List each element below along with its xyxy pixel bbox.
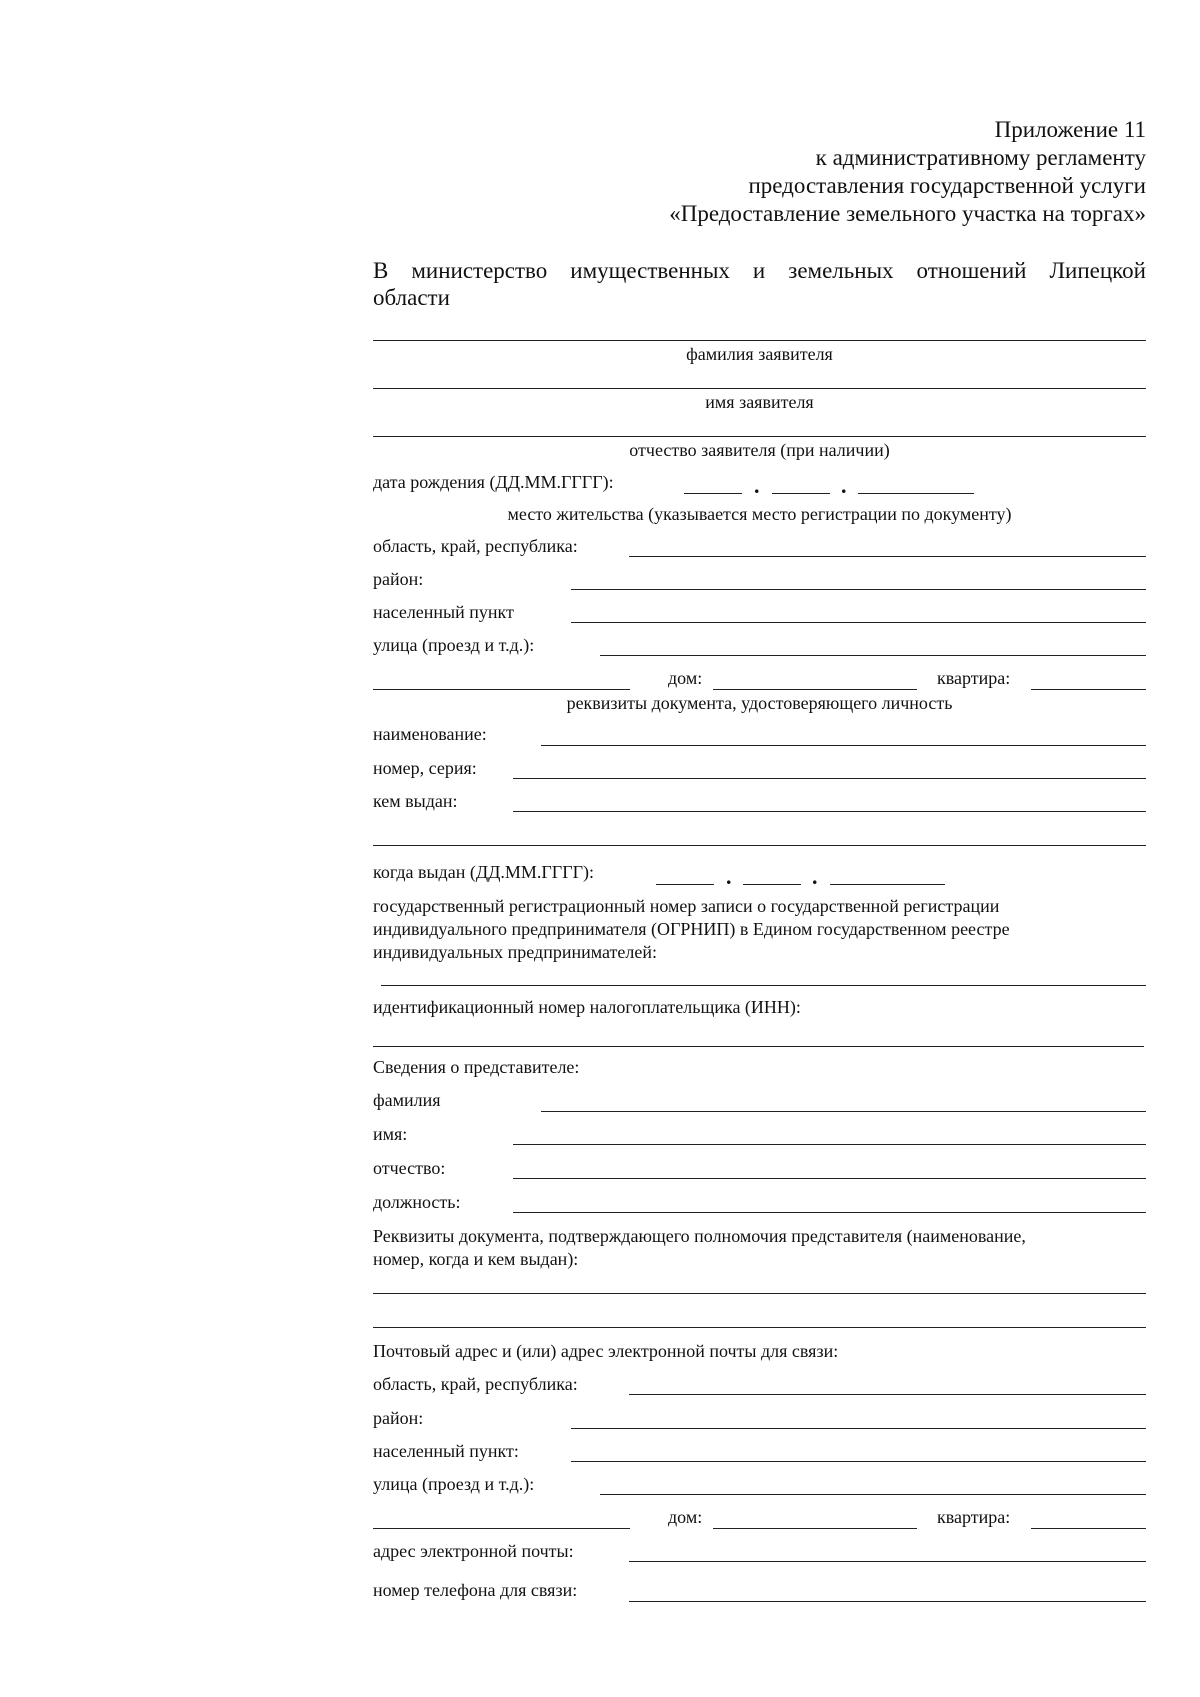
ogrnip-label-line1: государственный регистрационный номер записи о государственной регистрации xyxy=(373,896,1000,916)
authority-doc-label-line2: номер, когда и кем выдан): xyxy=(373,1249,579,1269)
rep-position-label: должность: xyxy=(373,1192,461,1212)
rep-name-field[interactable] xyxy=(513,1144,1146,1145)
house-label: дом: xyxy=(668,668,703,688)
doc-number-field[interactable] xyxy=(513,778,1146,779)
rep-name-label: имя: xyxy=(373,1124,408,1144)
ogrnip-label-line2: индивидуального предпринимателя (ОГРНИП) в Едином государственном реестре xyxy=(373,919,1010,939)
contact-region-field[interactable] xyxy=(629,1394,1146,1395)
district-label: район: xyxy=(373,569,424,589)
birth-date-label: дата рождения (ДД.ММ.ГГГГ): xyxy=(373,472,614,492)
email-field[interactable] xyxy=(629,1561,1146,1562)
name-field[interactable] xyxy=(373,388,1146,389)
issued-by-continuation-field[interactable] xyxy=(373,845,1146,846)
locality-field[interactable] xyxy=(571,622,1146,623)
patronymic-caption: отчество заявителя (при наличии) xyxy=(629,440,890,460)
contact-district-label: район: xyxy=(373,1408,424,1428)
region-label: область, край, республика: xyxy=(373,536,578,556)
contact-apartment-field[interactable] xyxy=(1031,1528,1146,1529)
contact-section-label: Почтовый адрес и (или) адрес электронной почты для связи: xyxy=(373,1341,839,1361)
ogrnip-label-line3: индивидуальных предпринимателей: xyxy=(373,942,658,962)
birth-year-field[interactable] xyxy=(858,493,974,494)
rep-patronymic-label: отчество: xyxy=(373,1158,446,1178)
id-doc-caption: реквизиты документа, удостоверяющего личность xyxy=(566,693,953,713)
rep-patronymic-field[interactable] xyxy=(513,1178,1146,1179)
locality-label: населенный пункт xyxy=(373,602,514,622)
ogrnip-field[interactable] xyxy=(381,985,1146,986)
rep-position-field[interactable] xyxy=(513,1212,1146,1213)
contact-apartment-label: квартира: xyxy=(937,1507,1011,1527)
issue-year-field[interactable] xyxy=(830,884,945,885)
representative-section-label: Сведения о представителе: xyxy=(373,1057,580,1077)
addressee-line2: области xyxy=(373,285,450,310)
authority-doc-continuation-field[interactable] xyxy=(373,1327,1146,1328)
patronymic-field[interactable] xyxy=(373,436,1146,437)
contact-region-label: область, край, республика: xyxy=(373,1374,578,1394)
issue-day-field[interactable] xyxy=(656,884,714,885)
header-service: предоставления государственной услуги xyxy=(748,173,1146,198)
doc-number-label: номер, серия: xyxy=(373,758,477,778)
district-field[interactable] xyxy=(571,589,1146,590)
header-service-title: «Предоставление земельного участка на торгах» xyxy=(669,201,1146,226)
doc-name-label: наименование: xyxy=(373,724,487,744)
date-separator: . xyxy=(754,473,760,498)
issue-month-field[interactable] xyxy=(743,884,801,885)
header-regulation: к административному регламенту xyxy=(815,145,1146,170)
street-field[interactable] xyxy=(600,655,1146,656)
apartment-field[interactable] xyxy=(1031,689,1146,690)
issued-by-label: кем выдан: xyxy=(373,791,458,811)
contact-district-field[interactable] xyxy=(571,1428,1146,1429)
doc-name-field[interactable] xyxy=(541,745,1146,746)
street-label: улица (проезд и т.д.): xyxy=(373,635,535,655)
rep-surname-field[interactable] xyxy=(541,1111,1146,1112)
rep-surname-label: фамилия xyxy=(373,1090,441,1110)
appendix-number: Приложение 11 xyxy=(994,117,1146,142)
name-caption: имя заявителя xyxy=(705,392,814,412)
addressee-line1: В министерство имущественных и земельных отношений Липецкой xyxy=(373,258,1146,283)
contact-street-continuation-field[interactable] xyxy=(373,1528,630,1529)
birth-month-field[interactable] xyxy=(772,493,830,494)
apartment-label: квартира: xyxy=(937,668,1011,688)
authority-doc-field[interactable] xyxy=(373,1293,1146,1294)
date-separator: . xyxy=(841,473,847,498)
contact-house-label: дом: xyxy=(668,1507,703,1527)
contact-locality-label: населенный пункт: xyxy=(373,1441,519,1461)
residence-caption: место жительства (указывается место регистрации по документу) xyxy=(507,504,1012,524)
contact-street-label: улица (проезд и т.д.): xyxy=(373,1474,535,1494)
inn-field[interactable] xyxy=(373,1046,1144,1047)
region-field[interactable] xyxy=(629,556,1146,557)
surname-field[interactable] xyxy=(373,340,1146,341)
street-continuation-field[interactable] xyxy=(373,689,630,690)
phone-field[interactable] xyxy=(629,1601,1146,1602)
surname-caption: фамилия заявителя xyxy=(686,344,833,364)
issue-date-label: когда выдан (ДД.ММ.ГГГГ): xyxy=(373,862,595,882)
email-label: адрес электронной почты: xyxy=(373,1541,574,1561)
date-separator: . xyxy=(726,864,732,889)
phone-label: номер телефона для связи: xyxy=(373,1580,578,1600)
authority-doc-label-line1: Реквизиты документа, подтверждающего полномочия представителя (наименование, xyxy=(373,1226,1026,1246)
contact-street-field[interactable] xyxy=(600,1494,1146,1495)
house-field[interactable] xyxy=(713,689,917,690)
contact-locality-field[interactable] xyxy=(571,1461,1146,1462)
inn-label: идентификационный номер налогоплательщика (ИНН): xyxy=(373,997,801,1017)
date-separator: . xyxy=(812,864,818,889)
contact-house-field[interactable] xyxy=(713,1528,917,1529)
birth-day-field[interactable] xyxy=(684,493,742,494)
issued-by-field[interactable] xyxy=(513,811,1146,812)
